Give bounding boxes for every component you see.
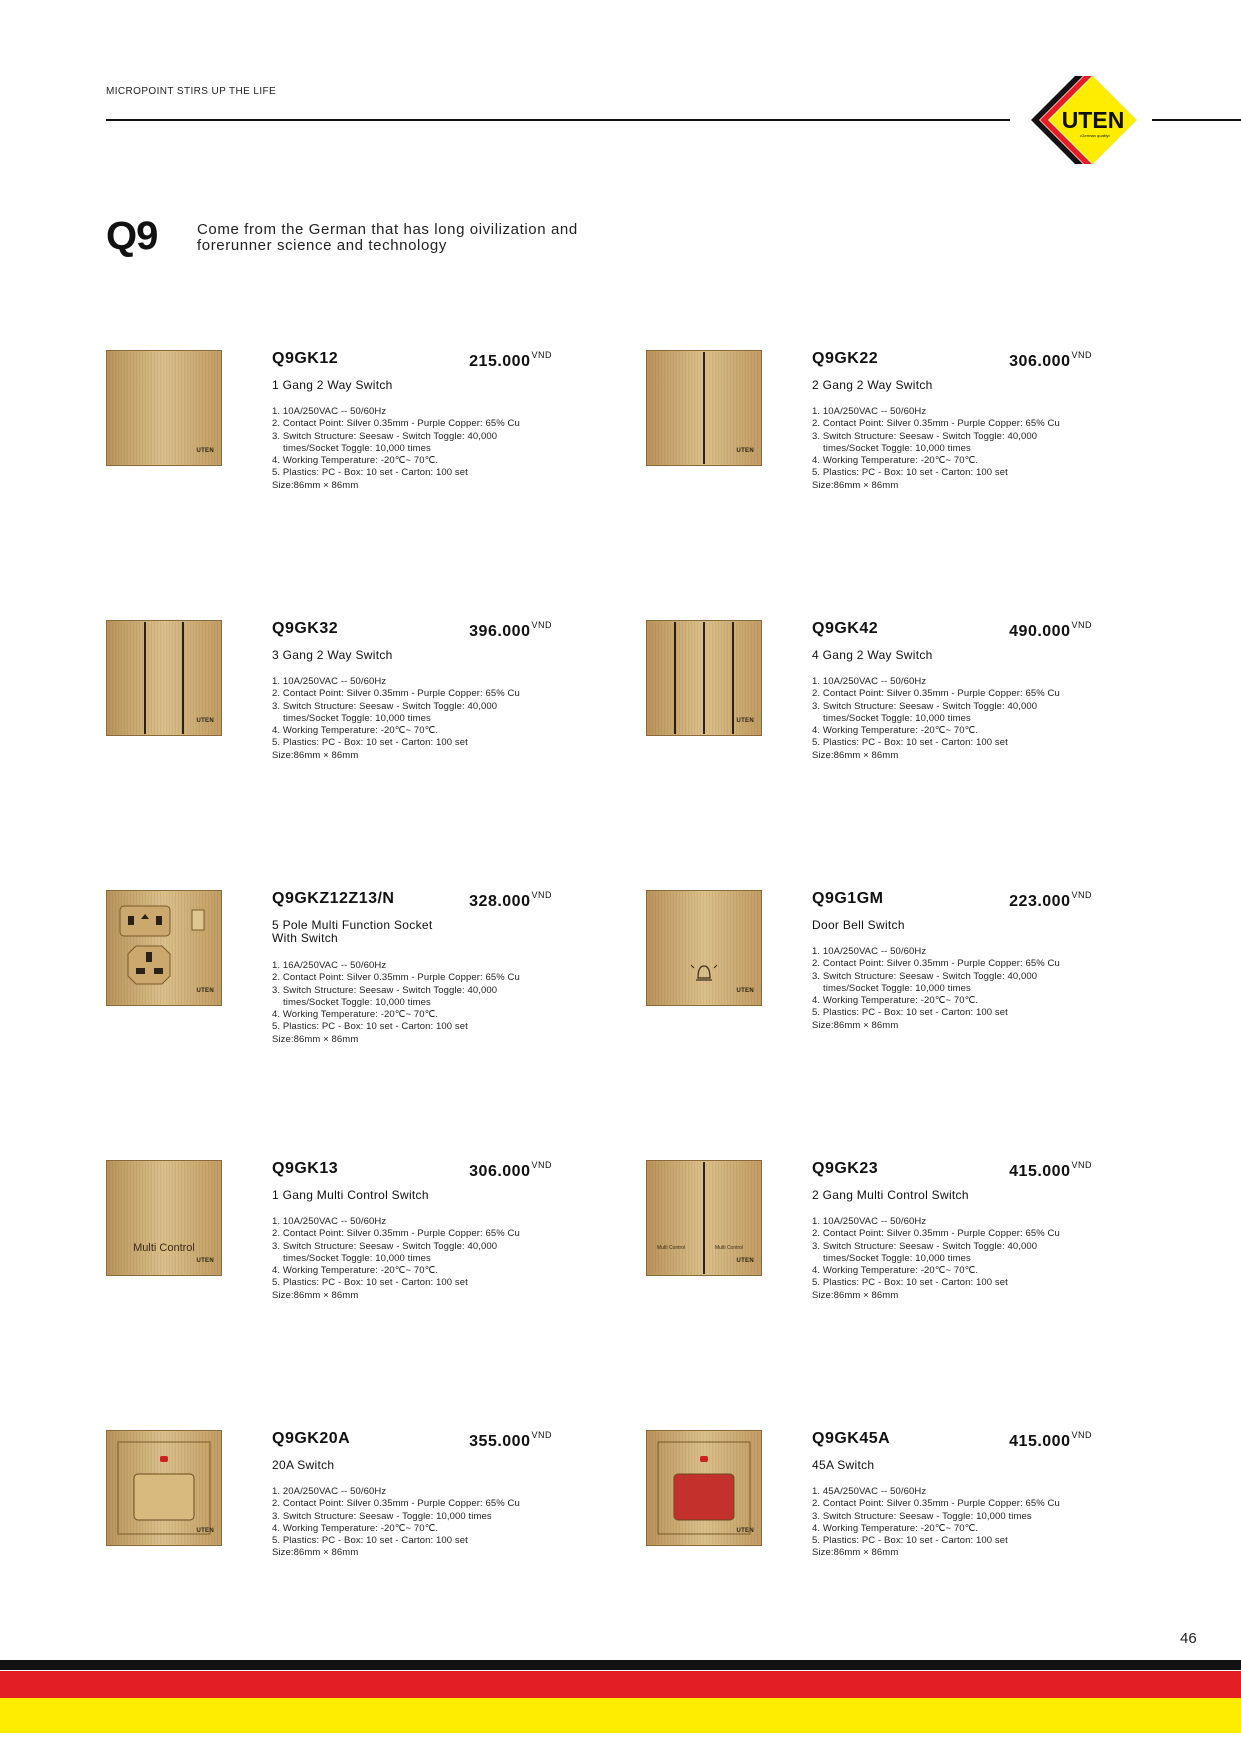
product-image [106,890,222,1006]
spec-item: 3. Switch Structure: Seesaw - Switch Toggle: 40,000 [812,430,1038,442]
spec-list [272,1216,572,1302]
spec-item: 4. Working Temperature: -20℃~ 70℃. [272,1265,439,1277]
product-price [459,1430,552,1451]
product-code: Q9GK45A [812,1430,891,1447]
price-value: 215.000 [469,353,531,370]
spec-item: 1. 10A/250VAC -- 50/60Hz [272,676,387,687]
spec-item: 5. Plastics: PC - Box: 10 set - Carton: 100 set [812,467,1008,479]
spec-list [812,1216,1112,1302]
product-name: 5 Pole Multi Function Socket With Switch [272,918,433,945]
spec-item: 2. Contact Point: Silver 0.35mm - Purple Copper: 65% Cu [812,958,1060,970]
price-value: 415.000 [1009,1433,1071,1450]
spec-item: 5. Plastics: PC - Box: 10 set - Carton: 100 set [272,737,468,749]
plate-brand-mark: UTEN [736,1258,754,1264]
spec-item: 5. Plastics: PC - Box: 10 set - Carton: 100 set [812,1535,1008,1547]
product-image [646,1160,762,1276]
spec-item: 1. 10A/250VAC -- 50/60Hz [272,406,387,417]
spec-item: 4. Working Temperature: -20℃~ 70℃. [812,1522,979,1534]
spec-item: 4. Working Temperature: -20℃~ 70℃. [272,725,439,737]
product-image [646,350,762,466]
spec-item: 5. Plastics: PC - Box: 10 set - Carton: 100 set [812,737,1008,749]
product-code: Q9GK22 [812,350,879,367]
spec-item: times/Socket Toggle: 10,000 times [823,982,971,994]
product-price [999,620,1092,641]
price-value: 355.000 [469,1433,531,1450]
price-currency: VND [1071,1430,1092,1440]
spec-item: 4. Working Temperature: -20℃~ 70℃. [272,1522,439,1534]
product-code: Q9GK20A [272,1430,351,1447]
product-code: Q9GK12 [272,350,339,367]
product-price [999,350,1092,371]
spec-item: Size:86mm × 86mm [812,749,899,761]
spec-item: 4. Working Temperature: -20℃~ 70℃. [812,995,979,1007]
plate-brand-mark: UTEN [736,988,754,994]
spec-list [272,676,572,762]
product-card [646,620,1186,770]
price-currency: VND [1071,620,1092,630]
product-name: Door Bell Switch [812,918,905,932]
spec-item: 4. Working Temperature: -20℃~ 70℃. [812,1265,979,1277]
price-value: 490.000 [1009,623,1071,640]
product-name: 1 Gang Multi Control Switch [272,1188,429,1202]
spec-list [272,406,572,492]
spec-item: 1. 10A/250VAC -- 50/60Hz [812,1216,927,1227]
product-image [106,1160,222,1276]
spec-item: 4. Working Temperature: -20℃~ 70℃. [272,1009,439,1021]
spec-item: 3. Switch Structure: Seesaw - Switch Toggle: 40,000 [272,984,498,996]
price-value: 328.000 [469,893,531,910]
spec-item: 5. Plastics: PC - Box: 10 set - Carton: 100 set [272,1535,468,1547]
price-value: 306.000 [1009,353,1071,370]
plate-brand-mark: UTEN [196,1528,214,1534]
product-code: Q9GK42 [812,620,879,637]
product-image [646,890,762,1006]
product-code: Q9GK32 [272,620,339,637]
product-price [999,1430,1092,1451]
spec-item: 1. 10A/250VAC -- 50/60Hz [812,676,927,687]
price-currency: VND [1071,1160,1092,1170]
uten-logo [1030,70,1140,170]
spec-item: 3. Switch Structure: Seesaw - Switch Toggle: 40,000 [272,700,498,712]
product-code: Q9GKZ12Z13/N [272,890,395,907]
spec-item: times/Socket Toggle: 10,000 times [283,442,431,454]
spec-item: 2. Contact Point: Silver 0.35mm - Purple Copper: 65% Cu [272,418,520,430]
spec-list [812,1486,1112,1560]
price-value: 396.000 [469,623,531,640]
spec-item: 2. Contact Point: Silver 0.35mm - Purple Copper: 65% Cu [812,688,1060,700]
footer-band-red [0,1671,1241,1698]
plate-label: Multi Control [715,1245,744,1251]
spec-item: 1. 10A/250VAC -- 50/60Hz [812,946,927,957]
product-image [646,620,762,736]
price-value: 415.000 [1009,1163,1071,1180]
price-value: 306.000 [469,1163,531,1180]
product-name: 45A Switch [812,1458,875,1472]
spec-item: times/Socket Toggle: 10,000 times [823,442,971,454]
spec-item: 3. Switch Structure: Seesaw - Switch Toggle: 40,000 [812,970,1038,982]
spec-item: 2. Contact Point: Silver 0.35mm - Purple Copper: 65% Cu [812,418,1060,430]
product-card [106,1160,646,1310]
spec-item: Size:86mm × 86mm [812,1289,899,1301]
product-card [106,350,646,500]
spec-item: times/Socket Toggle: 10,000 times [283,996,431,1008]
header-rule-right [1152,119,1241,121]
product-image [106,1430,222,1546]
spec-item: 4. Working Temperature: -20℃~ 70℃. [812,455,979,467]
price-currency: VND [1071,890,1092,900]
product-price [999,890,1092,911]
product-name: 20A Switch [272,1458,335,1472]
spec-item: Size:86mm × 86mm [272,749,359,761]
spec-item: Size:86mm × 86mm [272,1289,359,1301]
spec-item: Size:86mm × 86mm [272,479,359,491]
page-tagline: MICROPOINT STIRS UP THE LIFE [106,86,277,97]
product-name: 2 Gang Multi Control Switch [812,1188,969,1202]
price-currency: VND [531,350,552,360]
spec-item: 2. Contact Point: Silver 0.35mm - Purple Copper: 65% Cu [812,1228,1060,1240]
spec-item: 5. Plastics: PC - Box: 10 set - Carton: 100 set [272,1277,468,1289]
product-code: Q9G1GM [812,890,884,907]
product-card [106,620,646,770]
spec-item: 1. 45A/250VAC -- 50/60Hz [812,1486,927,1497]
price-currency: VND [531,1430,552,1440]
spec-item: 5. Plastics: PC - Box: 10 set - Carton: 100 set [812,1277,1008,1289]
product-name: 2 Gang 2 Way Switch [812,378,933,392]
spec-list [812,406,1112,492]
page-number: 46 [1180,1630,1197,1647]
spec-item: 3. Switch Structure: Seesaw - Toggle: 10,000 times [812,1510,1032,1522]
product-price [459,620,552,641]
spec-list [272,960,572,1046]
series-description: Come from the German that has long oivilization and forerunner science and technology [197,221,578,254]
plate-brand-mark: UTEN [736,718,754,724]
plate-brand-mark: UTEN [196,988,214,994]
footer-band-yellow [0,1698,1241,1733]
product-card [646,1430,1186,1580]
spec-item: 5. Plastics: PC - Box: 10 set - Carton: 100 set [272,467,468,479]
spec-item: 3. Switch Structure: Seesaw - Switch Toggle: 40,000 [272,430,498,442]
plate-brand-mark: UTEN [196,1258,214,1264]
spec-item: 2. Contact Point: Silver 0.35mm - Purple Copper: 65% Cu [272,972,520,984]
spec-list [812,946,1112,1032]
price-currency: VND [531,620,552,630]
plate-brand-mark: UTEN [196,718,214,724]
spec-item: 2. Contact Point: Silver 0.35mm - Purple Copper: 65% Cu [272,688,520,700]
logo-text: UTEN [1061,107,1125,133]
plate-brand-mark: UTEN [736,448,754,454]
product-name: 1 Gang 2 Way Switch [272,378,393,392]
spec-item: 4. Working Temperature: -20℃~ 70℃. [812,725,979,737]
product-image [106,620,222,736]
spec-item: 1. 10A/250VAC -- 50/60Hz [272,1216,387,1227]
product-price [459,1160,552,1181]
spec-item: 3. Switch Structure: Seesaw - Switch Toggle: 40,000 [812,700,1038,712]
spec-item: 4. Working Temperature: -20℃~ 70℃. [272,455,439,467]
product-card [646,890,1186,1040]
spec-item: times/Socket Toggle: 10,000 times [283,712,431,724]
spec-list [272,1486,572,1560]
spec-item: Size:86mm × 86mm [812,1019,899,1031]
plate-label: Multi Control [657,1245,686,1251]
product-price [459,890,552,911]
spec-item: 3. Switch Structure: Seesaw - Switch Toggle: 40,000 [812,1240,1038,1252]
spec-item: Size:86mm × 86mm [272,1033,359,1045]
product-code: Q9GK23 [812,1160,879,1177]
spec-item: 2. Contact Point: Silver 0.35mm - Purple Copper: 65% Cu [272,1498,520,1510]
spec-item: Size:86mm × 86mm [272,1547,359,1559]
spec-item: 5. Plastics: PC - Box: 10 set - Carton: 100 set [272,1021,468,1033]
spec-item: 1. 10A/250VAC -- 50/60Hz [812,406,927,417]
spec-item: times/Socket Toggle: 10,000 times [823,1252,971,1264]
plate-label: Multi Control [133,1242,195,1254]
price-currency: VND [1071,350,1092,360]
product-price [459,350,552,371]
product-card [106,890,646,1045]
price-value: 223.000 [1009,893,1071,910]
price-currency: VND [531,1160,552,1170]
product-card [646,350,1186,500]
price-currency: VND [531,890,552,900]
product-name: 3 Gang 2 Way Switch [272,648,393,662]
spec-item: 2. Contact Point: Silver 0.35mm - Purple Copper: 65% Cu [272,1228,520,1240]
spec-item: times/Socket Toggle: 10,000 times [283,1252,431,1264]
spec-item: 5. Plastics: PC - Box: 10 set - Carton: 100 set [812,1007,1008,1019]
series-code: Q9 [106,214,158,258]
spec-list [812,676,1112,762]
spec-item: Size:86mm × 86mm [812,479,899,491]
spec-item: 1. 16A/250VAC -- 50/60Hz [272,960,387,971]
spec-item: 1. 20A/250VAC -- 50/60Hz [272,1486,387,1497]
header-rule [106,119,1010,121]
product-price [999,1160,1092,1181]
plate-brand-mark: UTEN [196,448,214,454]
product-name: 4 Gang 2 Way Switch [812,648,933,662]
spec-item: 2. Contact Point: Silver 0.35mm - Purple Copper: 65% Cu [812,1498,1060,1510]
product-image [106,350,222,466]
product-card [646,1160,1186,1310]
spec-item: Size:86mm × 86mm [812,1547,899,1559]
product-image [646,1430,762,1546]
logo-subtext: •German quality• [1080,133,1110,138]
plate-brand-mark: UTEN [736,1528,754,1534]
footer-band-black [0,1660,1241,1670]
spec-item: 3. Switch Structure: Seesaw - Switch Toggle: 40,000 [272,1240,498,1252]
spec-item: 3. Switch Structure: Seesaw - Toggle: 10,000 times [272,1510,492,1522]
product-card [106,1430,646,1580]
product-code: Q9GK13 [272,1160,339,1177]
spec-item: times/Socket Toggle: 10,000 times [823,712,971,724]
